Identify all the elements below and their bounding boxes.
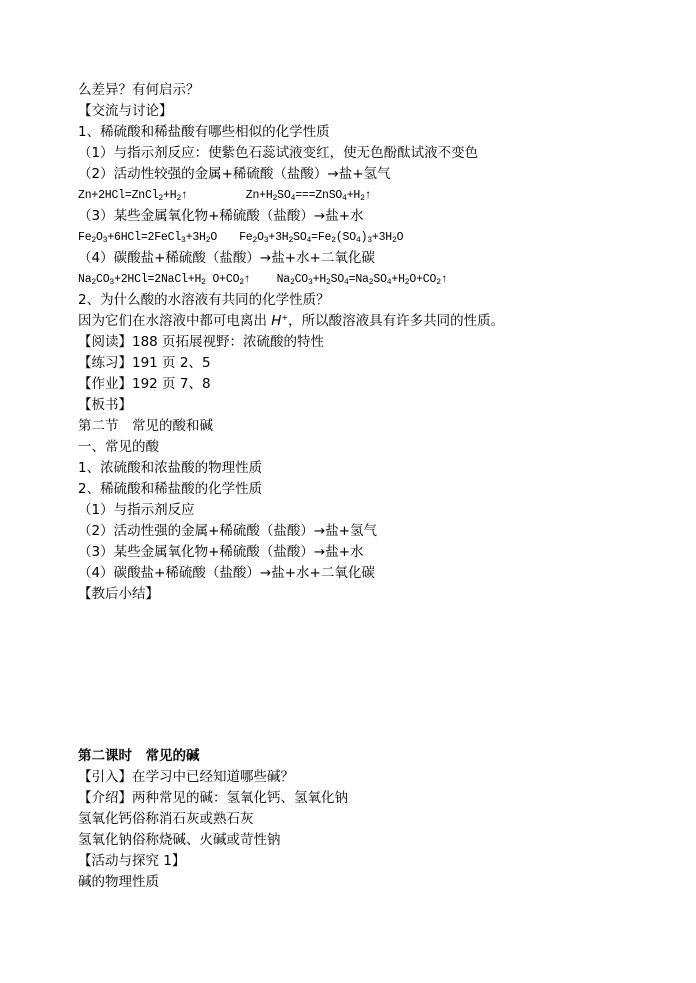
equation-zn-h2so4: $Zn+H_2SO_4===ZnSO_4+H_2↑$	[245, 189, 372, 203]
text-line: （3）某些金属氧化物+稀硫酸（盐酸）→盐+水	[78, 544, 364, 560]
text-line: 碱的物理性质	[78, 874, 159, 890]
section-heading-homework: 【作业】192 页 7、8	[78, 376, 211, 392]
text-line: （4）碳酸盐+稀硫酸（盐酸）→盐+水+二氧化碳	[78, 565, 375, 581]
section-heading-reading: 【阅读】188 页拓展视野：浓硫酸的特性	[78, 334, 325, 350]
text-line: 氢氧化钙俗称消石灰或熟石灰	[78, 811, 254, 827]
equation-na2co3-hcl: $Na_2CO_3+2HCl=2NaCl+H_2$ $O+CO_2↑$	[78, 273, 251, 287]
section-heading-board: 【板书】	[78, 397, 132, 413]
equation-fe2o3-h2so4: $Fe_2O_3+3H_2SO_4=Fe_2(SO_4)_3+3H_2O$	[239, 231, 404, 245]
text-line: （2）活动性强的金属+稀硫酸（盐酸）→盐+氢气	[78, 523, 378, 539]
text-line: 氢氧化钠俗称烧碱、火碱或苛性钠	[78, 832, 281, 848]
text-line: 一、常见的酸	[78, 439, 159, 455]
text-line: （2）活动性较强的金属+稀硫酸（盐酸）→盐+氢气	[78, 166, 391, 182]
text-line: 1、浓硫酸和浓盐酸的物理性质	[78, 460, 263, 476]
text-line: 【引入】在学习中已经知道哪些碱？	[78, 769, 294, 785]
text-line: 1、稀硫酸和稀盐酸有哪些相似的化学性质	[78, 124, 330, 140]
text-line: （4）碳酸盐+稀硫酸（盐酸）→盐+水+二氧化碳	[78, 250, 375, 266]
text-line: 2、为什么酸的水溶液有共同的化学性质？	[78, 292, 330, 308]
equation-na2co3-h2so4: $Na_2CO_3+H_2SO_4=Na_2SO_4+H_2O+CO_2↑$	[276, 273, 448, 287]
equation-line	[78, 186, 371, 206]
section-heading-discussion: 【交流与讨论】	[78, 103, 173, 119]
equation-line	[78, 270, 448, 290]
equation-line	[78, 228, 403, 248]
section-heading-practice: 【练习】191 页 2、5	[78, 355, 211, 371]
text-line: （1）与指示剂反应：使紫色石蕊试液变红，使无色酚酞试液不变色	[78, 145, 479, 161]
section-heading-activity: 【活动与探究 1】	[78, 853, 186, 869]
text-line: 【介绍】两种常见的碱：氢氧化钙、氢氧化钠	[78, 790, 348, 806]
text-line: 么差异？有何启示？	[78, 82, 200, 98]
text-line: （1）与指示剂反应	[78, 502, 195, 518]
text-line: 2、稀硫酸和稀盐酸的化学性质	[78, 481, 263, 497]
lesson-title: 第二课时 常见的碱	[78, 748, 200, 764]
text-line: 第二节 常见的酸和碱	[78, 418, 213, 434]
text-line: 因为它们在水溶液中都可电离出 H+，所以酸溶液具有许多共同的性质。	[78, 313, 505, 329]
text-line: （3）某些金属氧化物+稀硫酸（盐酸）→盐+水	[78, 208, 364, 224]
section-heading-summary: 【教后小结】	[78, 586, 159, 602]
equation-zn-hcl: $Zn+2HCl=ZnCl_2+H_2↑$	[78, 189, 188, 203]
equation-fe2o3-hcl: $Fe_2O_3+6HCl=2FeCl_3+3H_2O$	[78, 231, 218, 245]
